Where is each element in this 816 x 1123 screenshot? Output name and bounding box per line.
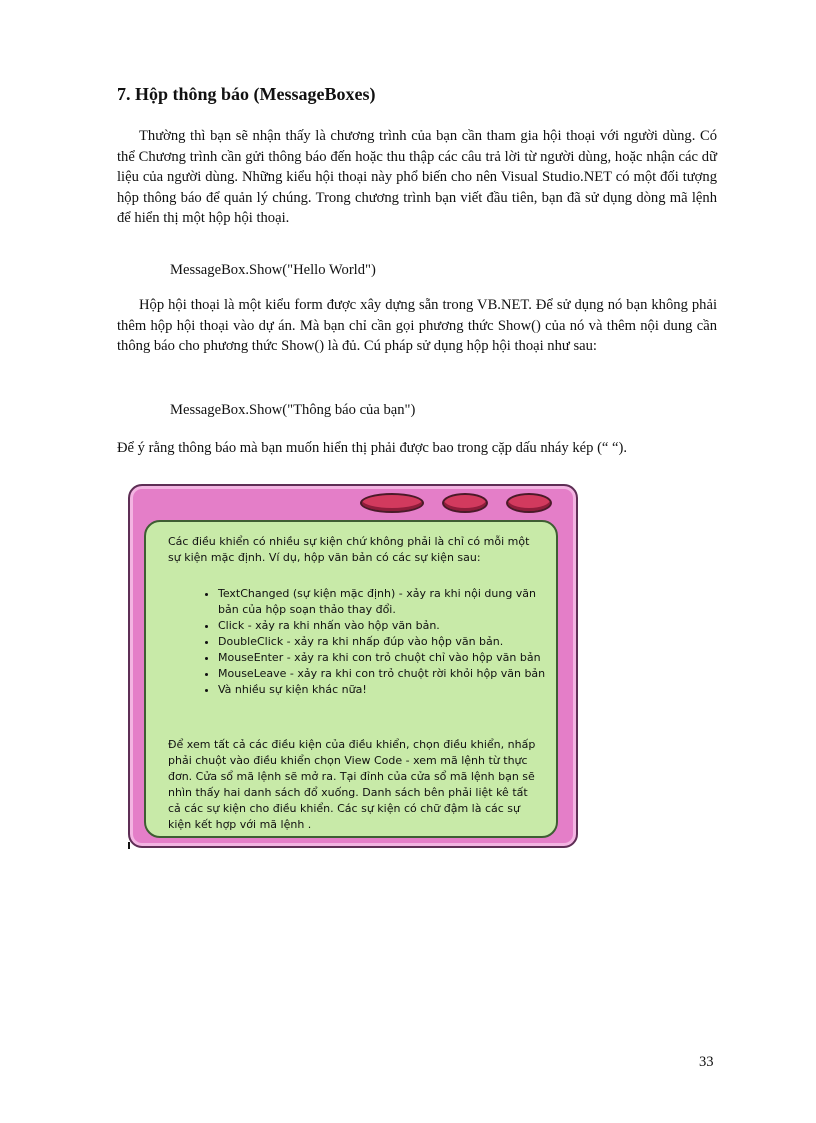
code-example-hello-world: MessageBox.Show("Hello World") [170,262,376,278]
section-heading: 7. Hộp thông báo (MessageBoxes) [117,84,376,104]
code-example-syntax: MessageBox.Show("Thông báo của bạn") [170,402,416,418]
quote-note: Để ý rằng thông báo mà bạn muốn hiển thị phải được bao trong cặp dấu nháy kép (“ “). [117,440,628,456]
paragraph-messagebox-usage: Hộp hội thoại là một kiểu form được xây dựng sẵn trong VB.NET. Để sử dụng nó bạn không phải thêm hộp hội thoại vào dự án. Mà bạn chỉ cần gọi phương thức Show() của nó và thêm nội dung cần thông báo cho phương thức Show() là đủ. Cú pháp sử dụng hộp hội thoại như sau: [117,297,717,355]
oval-button-icon [360,493,424,513]
list-item: • DoubleClick - xảy ra khi nhấp đúp vào hộp văn bản. [218,634,558,650]
figure-outro-text: Để xem tất cả các điều kiện của điều khiển, chọn điều khiển, nhấp phải chuột vào điều khiển chọn View Code - xem mã lệnh từ thực đơn. Cửa sổ mã lệnh sẽ mở ra. Tại đỉnh của cửa sổ mã lệnh bạn sẽ nhìn thấy hai danh sách đổ xuống. Danh sách bên phải liệt kê tất cả các sự kiện cho điều khiển. Các sự kiện có chữ đậm là các sự kiện kết hợp với mã lệnh . [168,738,536,831]
dialog-content-panel [144,520,558,838]
oval-button-icon [506,493,552,513]
list-item: • TextChanged (sự kiện mặc định) - xảy ra khi nội dung văn bản của hộp soạn thảo thay đổi. [218,586,558,618]
oval-button-icon [442,493,488,513]
event-list [202,586,558,698]
list-item: • MouseLeave - xảy ra khi con trỏ chuột rời khỏi hộp văn bản [218,666,558,682]
list-item: • Click - xảy ra khi nhấn vào hộp văn bản. [218,618,558,634]
list-item: • Và nhiều sự kiện khác nữa! [218,682,558,698]
message-box-illustration [128,484,578,850]
paragraph-intro: Thường thì bạn sẽ nhận thấy là chương trình của bạn cần tham gia hội thoại với người dùng. Có thể Chương trình cần gửi thông báo đến hoặc thu thập các câu trả lời từ người dùng, hoặc nhận các dữ liệu của người dùng. Những kiểu hội thoại này phổ biến cho nên Visual Studio.NET có một đối tượng hộp thông báo để quản lý chúng. Trong chương trình bạn viết đầu tiên, bạn đã sử dụng dòng mã lệnh để hiển thị một hộp hội thoại. [117,128,717,227]
figure-intro-text: Các điều khiển có nhiều sự kiện chứ không phải là chỉ có mỗi một sự kiện mặc định. Ví dụ, hộp văn bản có các sự kiện sau: [168,535,530,564]
figure-edge-mark [128,842,130,849]
dialog-frame [128,484,578,848]
list-item: • MouseEnter - xảy ra khi con trỏ chuột chỉ vào hộp văn bản [218,650,558,666]
page-number: 33 [699,1054,714,1070]
